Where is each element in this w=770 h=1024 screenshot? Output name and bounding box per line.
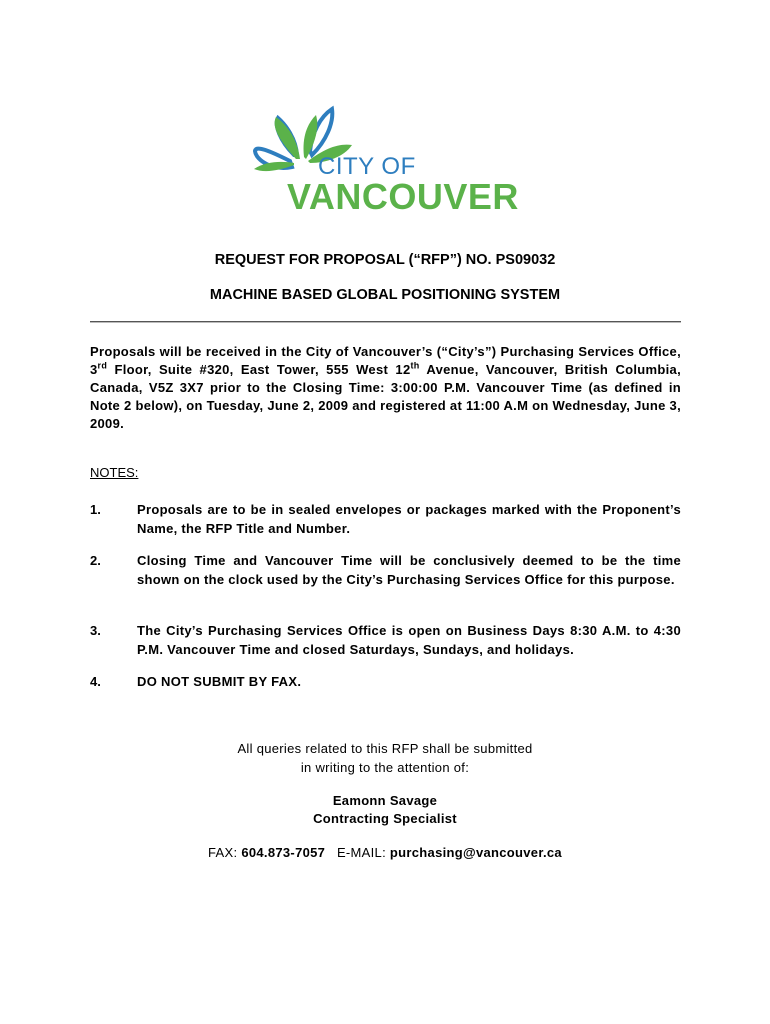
fax-number: 604.873-7057 xyxy=(241,845,326,860)
note-item xyxy=(90,622,681,659)
fax-label: FAX: xyxy=(208,845,238,860)
note-text: Proposals are to be in sealed envelopes or packages marked with the Proponent’s Name, the RFP Title and Number. xyxy=(137,502,681,536)
note-text: Closing Time and Vancouver Time will be conclusively deemed to be the time shown on the clock used by the City’s Purchasing Services Office for this purpose. xyxy=(137,553,681,587)
document-subtitle: MACHINE BASED GLOBAL POSITIONING SYSTEM xyxy=(209,287,561,303)
contact-fax-email-line xyxy=(0,845,770,860)
note-number: 3. xyxy=(90,623,101,638)
horizontal-divider xyxy=(90,321,681,323)
note-text: The City’s Purchasing Services Office is open on Business Days 8:30 A.M. to 4:30 P.M. Vancouver Time and closed Saturdays, Sundays, and holidays. xyxy=(137,623,681,657)
note-number: 1. xyxy=(90,502,101,517)
notes-heading: NOTES: xyxy=(90,465,139,480)
city-of-vancouver-logo xyxy=(250,103,525,218)
logo-text-city-of: CITY OF xyxy=(318,153,416,180)
note-item xyxy=(90,552,681,589)
contact-name: Eamonn Savage xyxy=(332,793,438,808)
email-label: E-MAIL: xyxy=(336,845,386,860)
note-item xyxy=(90,673,681,692)
note-item xyxy=(90,501,681,538)
logo-text-vancouver: VANCOUVER xyxy=(287,176,519,217)
note-number: 4. xyxy=(90,674,101,689)
note-text: DO NOT SUBMIT BY FAX. xyxy=(137,674,302,689)
contact-role: Contracting Specialist xyxy=(313,811,457,826)
note-number: 2. xyxy=(90,553,101,568)
intro-paragraph: Proposals will be received in the City of Vancouver’s (“City’s”) Purchasing Services Office, 3rd Floor, Suite #320, East Tower, 555 West 12th Avenue, Vancouver, British Columbia, Canada, V5Z 3X7 prior to the Closing Time: 3:00:00 P.M. Vancouver Time (as defined in Note 2 below), on Tuesday, June 2, 2009 and registered at 11:00 A.M on Wednesday, June 3, 2009. xyxy=(90,344,681,431)
email-address[interactable]: purchasing@vancouver.ca xyxy=(389,845,562,860)
queries-line-1: All queries related to this RFP shall be submitted xyxy=(237,741,533,756)
document-title: REQUEST FOR PROPOSAL (“RFP”) NO. PS09032 xyxy=(214,252,556,268)
queries-line-2: in writing to the attention of: xyxy=(300,760,470,775)
